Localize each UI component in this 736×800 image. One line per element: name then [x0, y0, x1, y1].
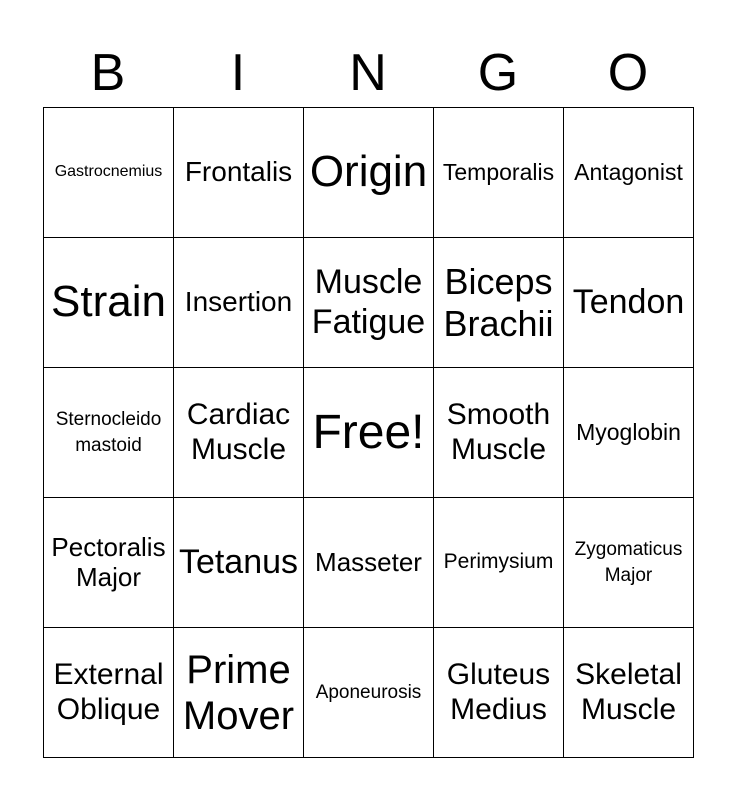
- bingo-cell[interactable]: Muscle Fatigue: [304, 238, 434, 368]
- bingo-cell[interactable]: Gastrocnemius: [44, 108, 174, 238]
- bingo-cell[interactable]: Origin: [304, 108, 434, 238]
- bingo-cell[interactable]: Temporalis: [434, 108, 564, 238]
- bingo-cell[interactable]: Insertion: [174, 238, 304, 368]
- bingo-cell[interactable]: Tendon: [564, 238, 694, 368]
- bingo-cell[interactable]: Biceps Brachii: [434, 238, 564, 368]
- bingo-cell[interactable]: Frontalis: [174, 108, 304, 238]
- header-letter-g: G: [477, 44, 519, 102]
- bingo-cell[interactable]: Strain: [44, 238, 174, 368]
- bingo-cell[interactable]: Perimysium: [434, 498, 564, 628]
- bingo-cell[interactable]: Tetanus: [174, 498, 304, 628]
- bingo-cell[interactable]: Antagonist: [564, 108, 694, 238]
- bingo-cell[interactable]: External Oblique: [44, 628, 174, 758]
- header-letter-b: B: [90, 44, 126, 102]
- header-letter-o: O: [607, 44, 649, 102]
- bingo-cell[interactable]: Masseter: [304, 498, 434, 628]
- free-space[interactable]: Free!: [304, 368, 434, 498]
- bingo-cell[interactable]: Myoglobin: [564, 368, 694, 498]
- bingo-cell[interactable]: Skeletal Muscle: [564, 628, 694, 758]
- bingo-cell[interactable]: Aponeurosis: [304, 628, 434, 758]
- bingo-cell[interactable]: Sternocleido mastoid: [44, 368, 174, 498]
- bingo-header: [43, 40, 693, 106]
- bingo-cell[interactable]: Pectoralis Major: [44, 498, 174, 628]
- bingo-card-grid: [43, 107, 694, 758]
- bingo-cell[interactable]: Gluteus Medius: [434, 628, 564, 758]
- header-letter-n: N: [349, 44, 387, 102]
- bingo-cell[interactable]: Smooth Muscle: [434, 368, 564, 498]
- bingo-cell[interactable]: Zygomaticus Major: [564, 498, 694, 628]
- header-letter-i: I: [230, 44, 246, 102]
- bingo-cell[interactable]: Cardiac Muscle: [174, 368, 304, 498]
- bingo-cell[interactable]: Prime Mover: [174, 628, 304, 758]
